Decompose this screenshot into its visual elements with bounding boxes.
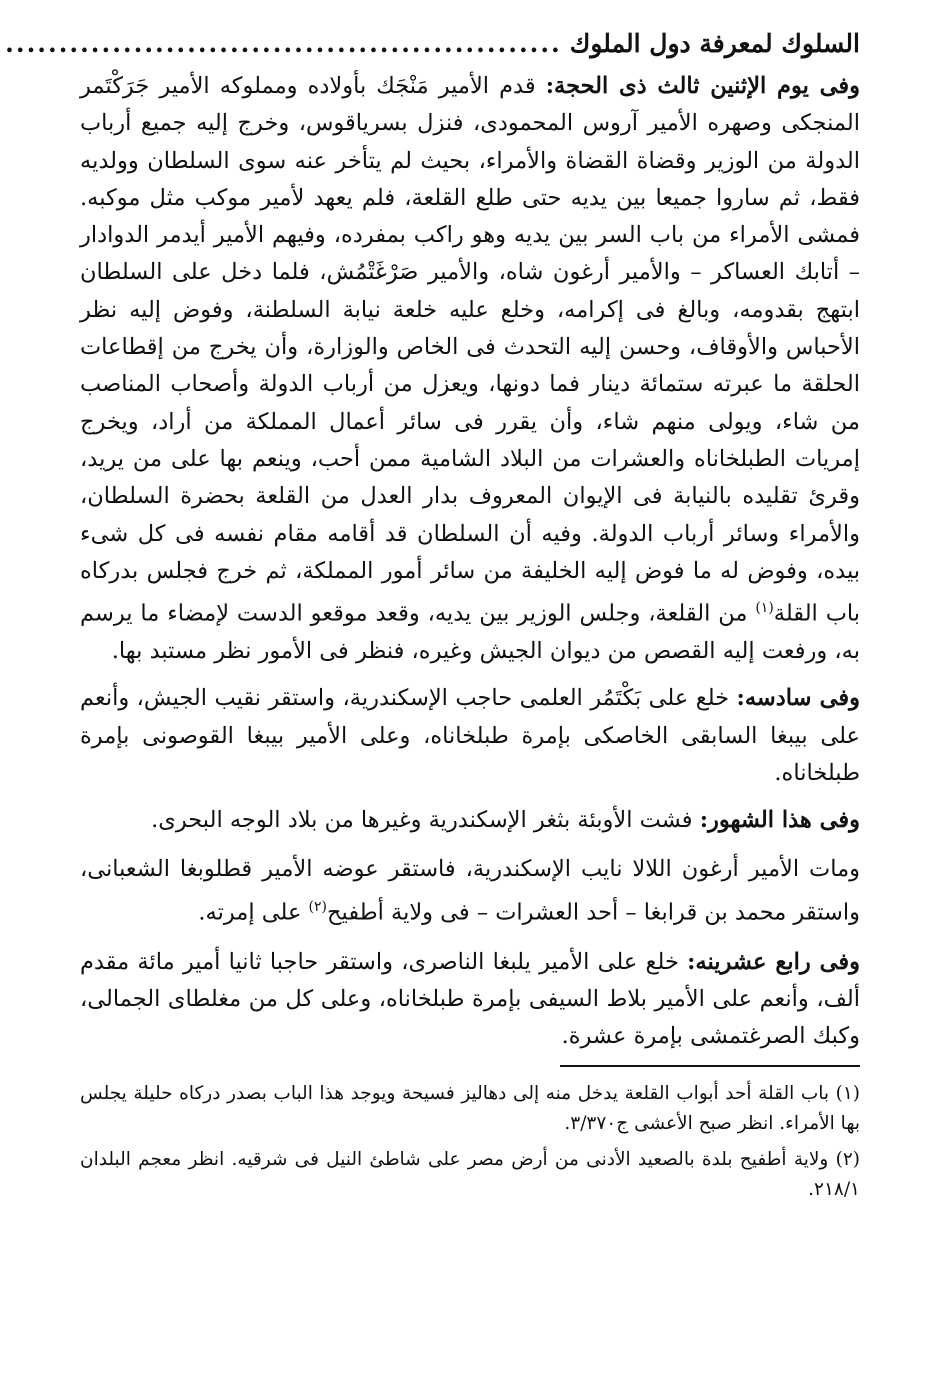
running-header (5, 28, 860, 68)
header-leader-dots: .................................................... (5, 29, 562, 58)
paragraph-3-lead: وفى هذا الشهور: (699, 807, 860, 834)
paragraph-1-text-after: من القلعة، وجلس الوزير بين يديه، وقعد موقعو الدست لإمضاء ما يرسم به، ورفعت إليه القصص من ديوان الجيش وغيره، فنظر فى الأمور نظر مستبد بها. (80, 600, 860, 664)
footnote-1: (١) باب القلة أحد أبواب القلعة يدخل منه إلى دهاليز فسيحة ويوجد هذا الباب بصدر دركاه حليلة يجلس بها الأمراء. انظر صبح الأعشى ج٣/٣٧٠. (80, 1083, 860, 1135)
paragraph-4-text: ومات الأمير أرغون اللالا نايب الإسكندرية، فاستقر عوضه الأمير قطلوبغا الشعبانى، واستقر محمد بن قرابغا – أحد العشرات – فى ولاية أطفيح (80, 856, 860, 926)
paragraph-3-text: فشت الأوبئة بثغر الإسكندرية وغيرها من بلاد الوجه البحرى. (151, 807, 700, 834)
paragraph-2-text: خلع على بَكْتَمُر العلمى حاجب الإسكندرية، واستقر نقيب الجيش، وأنعم على بيبغا السابقى الخاصكى بإمرة طبلخاناه، وعلى الأمير بيبغا القوصونى بإمرة طبلخاناه. (80, 685, 860, 786)
footnote-mark-1: (١) (755, 600, 774, 617)
footnotes (80, 1079, 860, 1205)
paragraph-2 (80, 680, 860, 792)
main-text (80, 68, 860, 1055)
footnote-separator (560, 1065, 860, 1067)
paragraph-5 (80, 944, 860, 1056)
paragraph-4 (80, 851, 860, 931)
paragraph-1 (80, 68, 860, 670)
paragraph-5-text: خلع على الأمير يلبغا الناصرى، واستقر حاجبا ثانيا أمير مائة مقدم ألف، وأنعم على الأمير بلاط السيفى بإمرة طبلخاناه، وعلى كل من مغلطاى الجمالى، وكبك الصرغتمشى بإمرة عشرة. (80, 948, 860, 1050)
paragraph-2-lead: وفى سادسه: (736, 685, 860, 712)
paragraph-1-text: قدم الأمير مَنْجَك بأولاده ومملوكه الأمير جَرَكْتَمر المنجكى وصهره الأمير آروس المحمودى، فنزل بسرياقوس، وخرج إليه جميع أرباب الدولة من الوزير وقضاة القضاة والأمراء، بحيث لم يتأخر عنه سوى السلطان وولديه فقط، ثم ساروا جميعا بين يديه حتى طلع القلعة، فلم يعهد لأمير موكب مثل موكبه. فمشى الأمراء من باب السر بين يديه وهو راكب بمفرده، وفيهم الأمير أيدمر الدوادار – أتابك العساكر – والأمير أرغون شاه، والأمير صَرْغَتْمُش، فلما دخل على السلطان ابتهج بقدومه، وبالغ فى إكرامه، وخلع عليه خلعة نيابة السلطنة، وفوض إليه نظر الأحباس والأوقاف، وحسن إليه التحدث فى الخاص والوزارة، وأن يخرج من إقطاعات الحلقة ما عبرته ستمائة دينار فما دونها، ويعزل من أرباب الدولة وأصحاب المناصب من شاء، ويولى منهم شاء، وأن يقرر فى سائر أعمال المملكة من أراد، ويخرج إمريات الطبلخاناه والعشرات من البلاد الشامية ممن أحب، وينعم بها على من يريد، وقرئ تقليده بالنيابة فى الإيوان المعروف بدار العدل من القلعة بحضرة السلطان، والأمراء وسائر أرباب الدولة. وفيه أن السلطان قد أقامه مقام نفسه فى كل شىء بيده، وفوض له ما فوض إليه الخليفة من سائر أمور المملكة، ثم خرج فجلس بدركاه باب القلة (80, 73, 860, 627)
footnote-mark-2: (٢) (308, 898, 327, 915)
paragraph-5-lead: وفى رابع عشرينه: (687, 948, 860, 975)
paragraph-1-lead: وفى يوم الإثنين ثالث ذى الحجة: (545, 73, 860, 99)
book-title: السلوك لمعرفة دول الملوك (569, 29, 860, 58)
footnote-2: (٢) ولاية أطفيح بلدة بالصعيد الأدنى من أرض مصر على شاطئ النيل فى شرقيه. انظر معجم البلدان ٢١٨/١. (80, 1149, 860, 1201)
book-page (5, 28, 860, 1211)
paragraph-4-text-after: على إمرته. (198, 899, 309, 926)
paragraph-3 (80, 802, 860, 839)
